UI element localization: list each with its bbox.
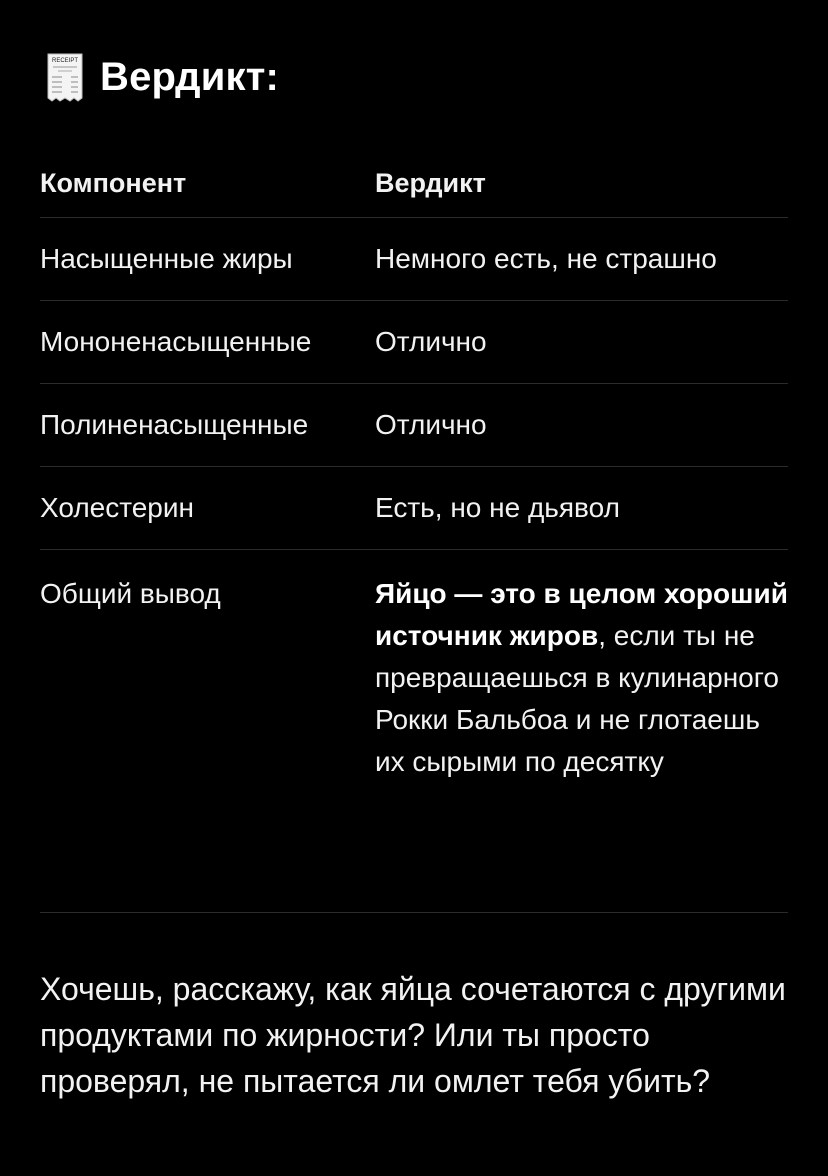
- table-row: [40, 383, 788, 466]
- component-cell: Холестерин: [40, 492, 194, 523]
- verdict-table: [40, 150, 788, 913]
- table-row-summary: [40, 549, 788, 912]
- verdict-cell: Отлично: [375, 409, 487, 440]
- column-header-component: Компонент: [40, 168, 187, 198]
- component-cell: Мононенасыщенные: [40, 326, 312, 357]
- heading-title: Вердикт:: [100, 55, 280, 99]
- receipt-icon-label: RECEIPT: [51, 58, 79, 64]
- summary-verdict-rest: , если ты не превращаешься в кулинарного Рокки Бальбоа и не глотаешь их сырыми по десятку: [375, 620, 779, 777]
- section-heading: [46, 52, 279, 102]
- column-header-verdict: Вердикт: [375, 168, 486, 198]
- verdict-cell: Отлично: [375, 326, 487, 357]
- summary-verdict-bold: Яйцо — это в целом хороший источник жиров: [375, 578, 788, 651]
- component-cell: Насыщенные жиры: [40, 243, 293, 274]
- receipt-icon: [46, 52, 84, 102]
- component-cell: Полиненасыщенные: [40, 409, 309, 440]
- verdict-cell: Немного есть, не страшно: [375, 243, 717, 274]
- table-bottom-divider: [40, 912, 788, 913]
- table-row: [40, 466, 788, 549]
- verdict-cell: Есть, но не дьявол: [375, 492, 620, 523]
- follow-up-message: Хочешь, расскажу, как яйца сочетаются с другими продуктами по жирности? Или ты просто проверял, не пытается ли омлет тебя убить?: [40, 971, 786, 1099]
- summary-verdict-cell: [375, 573, 788, 783]
- table-header-row: [40, 150, 788, 217]
- table-row: [40, 217, 788, 300]
- component-cell: Общий вывод: [40, 578, 221, 609]
- table-row: [40, 300, 788, 383]
